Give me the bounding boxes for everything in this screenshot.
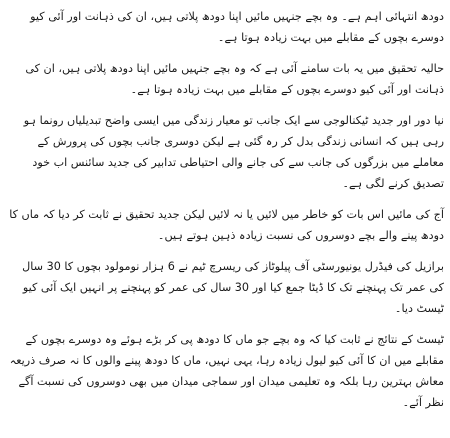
article-paragraph-1: دودھ انتہائی اہم ہے۔ وہ بچے جنہیں مائیں اپنا دودھ پلاتی ہیں، ان کی ذہانت اور آئی کیو دوسرے بچوں کے مقابلے میں بہت زیادہ ہوتا ہے۔	[30, 10, 444, 44]
article-paragraph-2: حالیہ تحقیق میں یہ بات سامنے آئی ہے کہ وہ بچے جنہیں مائیں اپنا دودھ پلاتی ہیں، ان کی ذہانت اور آئی کیو دوسرے بچوں کے مقابلے میں بہت زیادہ ہوتا ہے۔	[25, 62, 444, 96]
article-paragraph-3: نیا دور اور جدید ٹیکنالوجی سے ایک جانب تو معیار زندگی میں ایسی واضح تبدیلیاں رونما ہو رہی ہیں کہ انسانی زندگی بدل کر رہ گئی ہے لیکن دوسری جانب بچوں کی پرورش کے معاملے میں بزرگوں کی جانب سے کی جانے والی احتیاطی تدابیر کی جدید سائنس اب خود تصدیق کرنے لگی ہے۔	[23, 114, 444, 190]
article-paragraph-4: آج کی مائیں اس بات کو خاطر میں لائیں یا نہ لائیں لیکن جدید تحقیق نے ثابت کر دیا کہ ماں کا دودھ پینے والے بچے دوسروں کی نسبت زیادہ ذہین ہوتے ہیں۔	[9, 208, 444, 242]
article-body	[6, 6, 444, 423]
article-paragraph-5: برازیل کی فیڈرل یونیورسٹی آف پیلوٹاز کی ریسرچ ٹیم نے 6 ہزار نومولود بچوں کا 30 سال کی عمر تک پہنچنے تک کا ڈیٹا جمع کیا اور 30 سال کی عمر کو پہنچنے پر انہیں ایک آئی کیو ٹیسٹ دیا۔	[22, 260, 444, 315]
article-paragraph-6: ٹیسٹ کے نتائج نے ثابت کیا کہ وہ بچے جو ماں کا دودھ پی کر بڑے ہوئے وہ دوسرے بچوں کے مقابلے میں ان کا آئی کیو لیول زیادہ رہا، یہی نہیں، ماں کا دودھ پینے والوں کا نہ صرف ذریعہ معاش بہترین رہا بلکہ وہ تعلیمی میدان اور سماجی میدان میں بھی دوسروں کی نسبت آگے نظر آئے۔	[9, 333, 444, 409]
